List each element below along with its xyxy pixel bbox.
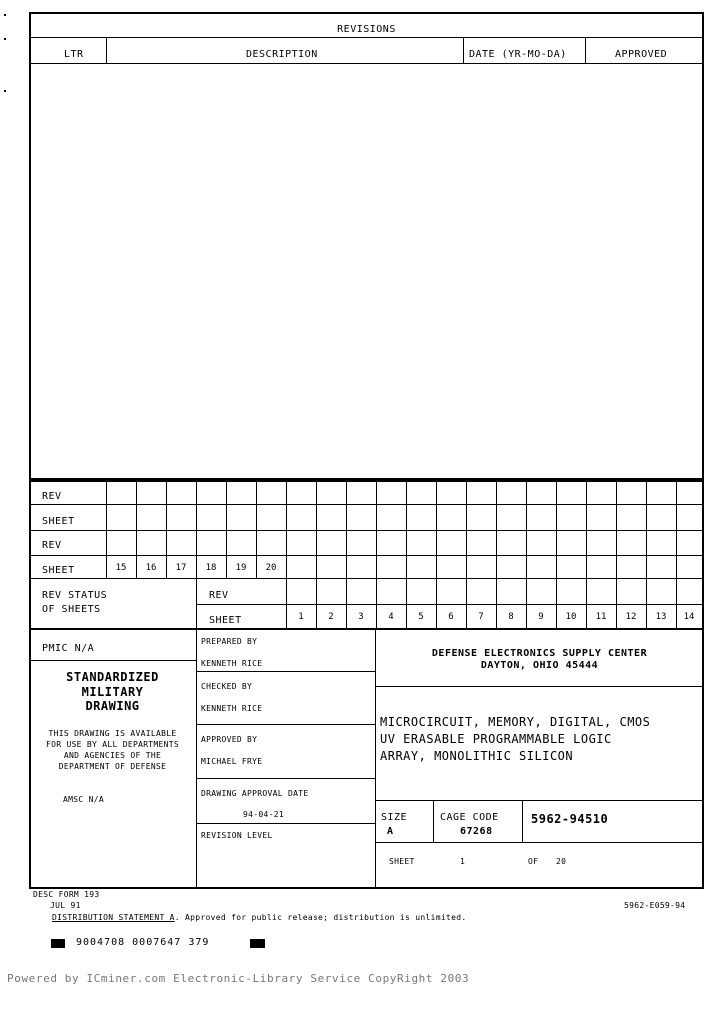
approval-date-label: DRAWING APPROVAL DATE bbox=[201, 789, 309, 798]
col-ltr: LTR bbox=[64, 49, 84, 60]
bottom-sheet-num: 2 bbox=[328, 612, 334, 622]
bottom-sheet-num: 10 bbox=[565, 612, 577, 622]
revisions-title: REVISIONS bbox=[337, 24, 396, 35]
mid-sheet-num: 15 bbox=[115, 563, 127, 573]
mid-sheet-num: 16 bbox=[145, 563, 157, 573]
std-title-line2: MILITARY bbox=[81, 685, 144, 699]
document-number: 5962-94510 bbox=[531, 812, 609, 826]
bottom-sheet-num: 4 bbox=[388, 612, 394, 622]
bottom-sheet-num: 1 bbox=[298, 612, 304, 622]
mid-sheet-num: 19 bbox=[235, 563, 247, 573]
of-value: 20 bbox=[556, 857, 567, 866]
margin-speck bbox=[4, 90, 6, 92]
barcode-block-left bbox=[51, 939, 65, 948]
availability-line1: THIS DRAWING IS AVAILABLE bbox=[48, 729, 177, 738]
std-title-line1: STANDARDIZED bbox=[66, 670, 159, 684]
watermark-text: Powered by ICminer.com Electronic-Library Service CopyRight 2003 bbox=[7, 972, 470, 985]
bottom-sheet-num: 13 bbox=[655, 612, 667, 622]
row-rev-mid: REV bbox=[42, 540, 62, 551]
checked-by-label: CHECKED BY bbox=[201, 682, 253, 691]
bottom-sheet-num: 9 bbox=[538, 612, 544, 622]
form-id-line1: DESC FORM 193 bbox=[33, 890, 100, 899]
row-rev-top: REV bbox=[42, 491, 62, 502]
std-title-line3: DRAWING bbox=[85, 699, 140, 713]
form-id-line2: JUL 91 bbox=[50, 901, 81, 910]
cage-code-label: CAGE CODE bbox=[440, 812, 499, 823]
size-label: SIZE bbox=[381, 812, 408, 823]
margin-speck bbox=[4, 14, 6, 16]
row-sheet-top: SHEET bbox=[42, 516, 75, 527]
of-sheets-label: OF SHEETS bbox=[42, 604, 101, 615]
approved-by-label: APPROVED BY bbox=[201, 735, 258, 744]
revision-level-label: REVISION LEVEL bbox=[201, 831, 273, 840]
drawing-title-line2: UV ERASABLE PROGRAMMABLE LOGIC bbox=[380, 732, 612, 746]
amsc-label: AMSC N/A bbox=[63, 795, 104, 804]
rev-status-label: REV STATUS bbox=[42, 590, 108, 601]
row-sheet-mid: SHEET bbox=[42, 565, 75, 576]
mid-sheet-num: 20 bbox=[265, 563, 277, 573]
bottom-sheet-num: 12 bbox=[625, 612, 637, 622]
drawing-title-line3: ARRAY, MONOLITHIC SILICON bbox=[380, 749, 574, 763]
distribution-statement bbox=[52, 913, 466, 922]
distribution-label: DISTRIBUTION STATEMENT A bbox=[52, 913, 175, 922]
sheet-value: 1 bbox=[460, 857, 466, 866]
distribution-text: . Approved for public release; distribution is unlimited. bbox=[174, 913, 467, 922]
approval-date: 94-04-21 bbox=[243, 810, 284, 819]
size-value: A bbox=[387, 826, 394, 837]
bottom-sheet-label: SHEET bbox=[209, 615, 242, 626]
drawing-title-line1: MICROCIRCUIT, MEMORY, DIGITAL, CMOS bbox=[380, 715, 651, 729]
of-label: OF bbox=[528, 857, 539, 866]
availability-line2: FOR USE BY ALL DEPARTMENTS bbox=[45, 740, 180, 749]
col-description: DESCRIPTION bbox=[246, 49, 318, 60]
bottom-sheet-num: 8 bbox=[508, 612, 514, 622]
prepared-by-name: KENNETH RICE bbox=[201, 659, 263, 668]
rev-grid bbox=[29, 478, 704, 630]
availability-line3: AND AGENCIES OF THE bbox=[63, 751, 162, 760]
sheet-label: SHEET bbox=[389, 857, 415, 866]
agency-line2: DAYTON, OHIO 45444 bbox=[480, 660, 599, 671]
bottom-sheet-num: 3 bbox=[358, 612, 364, 622]
barcode-text: 9004708 0007647 379 bbox=[76, 937, 210, 948]
bottom-sheet-num: 11 bbox=[595, 612, 607, 622]
right-code: 5962-E059-94 bbox=[624, 901, 686, 910]
pmic-label: PMIC N/A bbox=[42, 643, 95, 654]
checked-by-name: KENNETH RICE bbox=[201, 704, 263, 713]
cage-code-value: 67268 bbox=[460, 826, 493, 837]
bottom-sheet-num: 14 bbox=[683, 612, 695, 622]
bottom-rev-label: REV bbox=[209, 590, 229, 601]
bottom-sheet-num: 5 bbox=[418, 612, 424, 622]
col-approved: APPROVED bbox=[615, 49, 668, 60]
approved-by-name: MICHAEL FRYE bbox=[201, 757, 263, 766]
col-date: DATE (YR-MO-DA) bbox=[469, 49, 567, 60]
revisions-block bbox=[29, 12, 704, 482]
margin-speck bbox=[4, 38, 6, 40]
bottom-sheet-num: 7 bbox=[478, 612, 484, 622]
prepared-by-label: PREPARED BY bbox=[201, 637, 258, 646]
barcode-block-right bbox=[250, 939, 265, 948]
agency-line1: DEFENSE ELECTRONICS SUPPLY CENTER bbox=[431, 648, 648, 659]
mid-sheet-num: 17 bbox=[175, 563, 187, 573]
availability-line4: DEPARTMENT OF DEFENSE bbox=[58, 762, 167, 771]
mid-sheet-num: 18 bbox=[205, 563, 217, 573]
bottom-sheet-num: 6 bbox=[448, 612, 454, 622]
